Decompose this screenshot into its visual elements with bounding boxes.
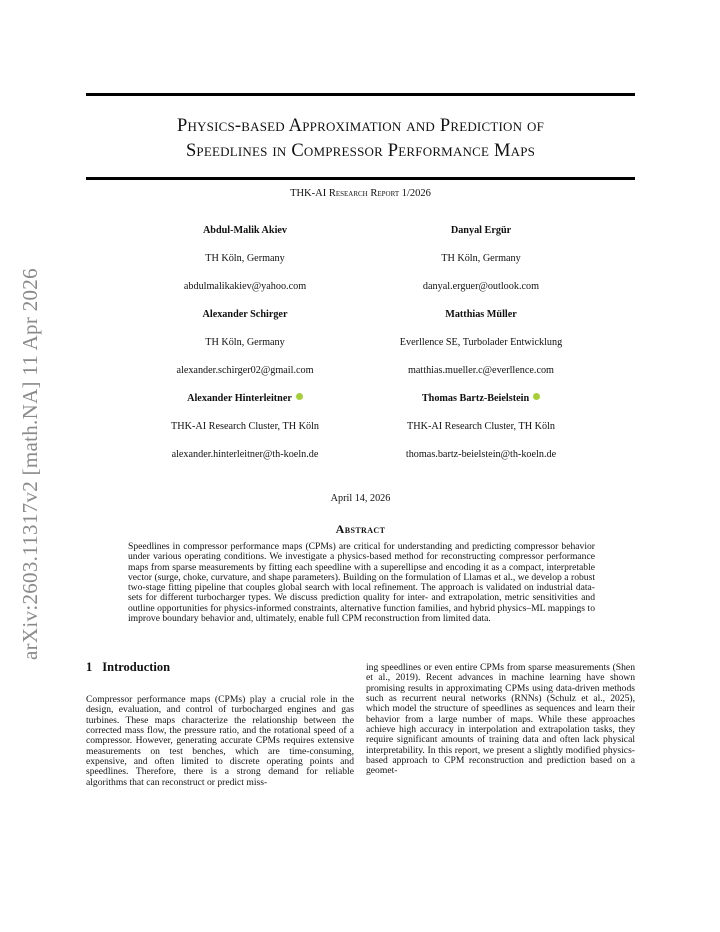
author-email[interactable]: thomas.bartz-beielstein@th-koeln.de	[405, 449, 557, 460]
intro-left-column: Compressor performance maps (CPMs) play a crucial role in the design, evaluation, and control of turbocharged engines and gas turbines. These maps characterize the relationship between the corrected mass flow, the pressure ratio, and the rotational speed of a compressor. However, generating accurate CPMs requires extensive measurements on test benches, which are time-consuming, expensive, and often limited to discrete operating points and speedlines. Therefore, there is a strong demand for reliable algorithms that can reconstruct or predict miss-	[86, 694, 354, 788]
author-name: Alexander Schirger	[202, 309, 288, 320]
author-name-row	[115, 393, 375, 406]
author-block	[115, 393, 375, 462]
title-top-rule	[86, 93, 635, 96]
author-block	[351, 393, 611, 462]
author-name: Danyal Ergür	[450, 225, 512, 236]
orcid-icon[interactable]	[296, 393, 303, 400]
title-line-1: Physics-based Approximation and Prediction of	[176, 116, 545, 136]
author-affiliation: Everllence SE, Turbolader Entwicklung	[399, 337, 563, 348]
report-number: THK-AI Research Report 1/2026	[290, 188, 431, 199]
author-name: Thomas Bartz-Beielstein	[421, 393, 530, 404]
author-block	[351, 309, 611, 378]
abstract-text: Speedlines in compressor performance maps (CPMs) are critical for understanding and predicting compressor behavior under various operating conditions. We investigate a physics-based method for reconstructing compressor performance maps from sparse measurements by fitting each speedline with a superellipse and encoding it as a compact, interpretable vector (surge, choke, curvature, and shape parameters). Building on the formulation of Llamas et al., we develop a robust two-stage fitting pipeline that couples global search with local refinement. The approach is validated on industrial data-sets for different turbocharger types. We discuss prediction quality for inter- and extrapolation, metric sensitivities and outline opportunities for physics-informed constraints, alternative function families, and hybrid physics–ML mappings to improve boundary behavior and, ultimately, enable full CPM reconstruction from limited data.	[128, 541, 595, 625]
author-block	[361, 225, 601, 294]
author-affiliation: TH Köln, Germany	[205, 253, 285, 264]
title-line-2: Speedlines in Compressor Performance Maps	[185, 141, 536, 161]
author-affiliation: THK-AI Research Cluster, TH Köln	[171, 421, 319, 432]
author-name: Alexander Hinterleitner	[187, 393, 292, 404]
author-block	[125, 309, 365, 378]
publication-date: April 14, 2026	[330, 493, 391, 504]
author-email[interactable]: alexander.schirger02@gmail.com	[176, 365, 314, 376]
orcid-icon[interactable]	[533, 393, 540, 400]
author-email[interactable]: alexander.hinterleitner@th-koeln.de	[171, 449, 319, 460]
author-affiliation: TH Köln, Germany	[441, 253, 521, 264]
intro-right-column: ing speedlines or even entire CPMs from sparse measurements (Shen et al., 2019). Recent advances in machine learning have shown promising results in approximating CPMs using data-driven methods such as recurrent neural networks (RNNs) (Schulz et al., 2025), which model the structure of speedlines as sequences and learn their behavior from a large number of maps. While these approaches achieve high accuracy in interpolation and extrapolation tasks, they require significant amounts of training data and often lack physical interpretability. In this report, we present a slightly modified physics-based approach to CPM reconstruction and prediction based on a geomet-	[366, 662, 635, 777]
author-name: Abdul-Malik Akiev	[202, 225, 288, 236]
author-block	[125, 225, 365, 294]
abstract-heading: Abstract	[335, 522, 386, 536]
author-email[interactable]: matthias.mueller.c@everllence.com	[407, 365, 554, 376]
arxiv-identifier-stamp: arXiv:2603.11317v2 [math.NA] 11 Apr 2026	[18, 268, 42, 660]
author-email[interactable]: abdulmalikakiev@yahoo.com	[183, 281, 307, 292]
author-email[interactable]: danyal.erguer@outlook.com	[422, 281, 540, 292]
paper-title	[86, 114, 635, 164]
title-bottom-rule	[86, 177, 635, 180]
section-heading	[86, 660, 170, 675]
author-name: Matthias Müller	[445, 309, 517, 320]
section-title: Introduction	[102, 660, 171, 674]
section-number: 1	[86, 660, 93, 674]
author-name-row	[351, 393, 611, 406]
author-affiliation: THK-AI Research Cluster, TH Köln	[407, 421, 555, 432]
author-affiliation: TH Köln, Germany	[205, 337, 285, 348]
